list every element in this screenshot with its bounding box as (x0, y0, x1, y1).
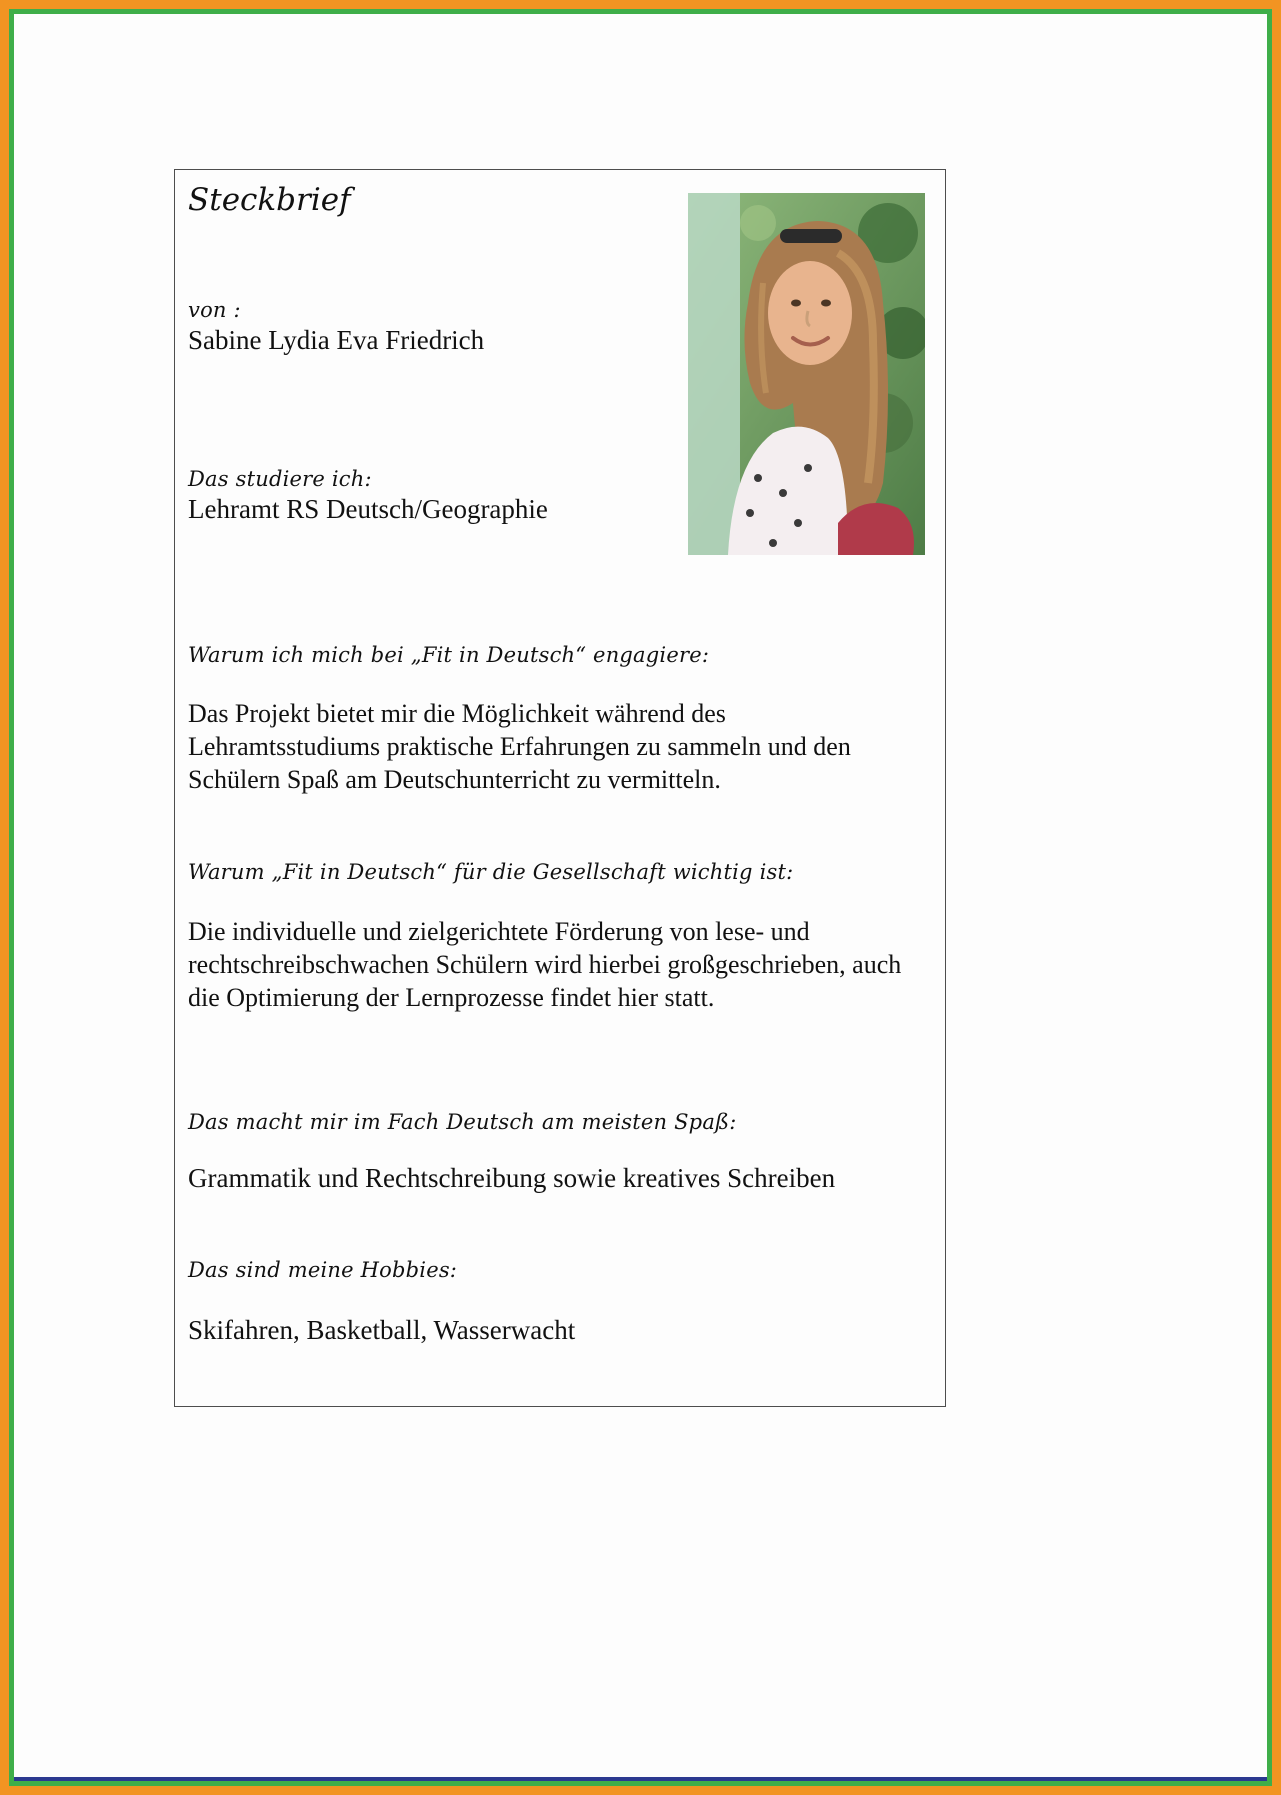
page-title: Steckbrief (188, 182, 351, 218)
portrait-photo-graphic (688, 193, 925, 555)
study-label: Das studiere ich: (188, 467, 372, 491)
page-inner-border (9, 9, 1272, 1786)
why-important-text: Die individuelle und zielgerichtete Förderung von lese- und rechtschreibschwachen Schülern wird hierbei großgeschrieben, auch die Optimierung der Lernprozesse findet hier statt. (188, 917, 902, 1012)
hobbies-value: Skifahren, Basketball, Wasserwacht (188, 1315, 576, 1345)
hobbies-label: Das sind meine Hobbies: (188, 1258, 458, 1282)
why-engage-text: Das Projekt bietet mir die Möglichkeit während des Lehramtsstudiums praktische Erfahrungen zu sammeln und den Schülern Spaß am Deutschunterricht zu vermitteln. (188, 699, 851, 794)
von-label: von : (188, 298, 241, 322)
why-engage-label: Warum ich mich bei „Fit in Deutsch“ engagiere: (188, 643, 710, 667)
fun-label: Das macht mir im Fach Deutsch am meisten Spaß: (188, 1110, 737, 1134)
fun-value: Grammatik und Rechtschreibung sowie kreatives Schreiben (188, 1163, 836, 1193)
study-value: Lehramt RS Deutsch/Geographie (188, 494, 548, 524)
why-important-label: Warum „Fit in Deutsch“ für die Gesellschaft wichtig ist: (188, 860, 794, 884)
name-value: Sabine Lydia Eva Friedrich (188, 325, 485, 355)
profile-card (174, 169, 946, 1407)
portrait-photo (688, 193, 925, 555)
bottom-accent-line (14, 1777, 1267, 1781)
